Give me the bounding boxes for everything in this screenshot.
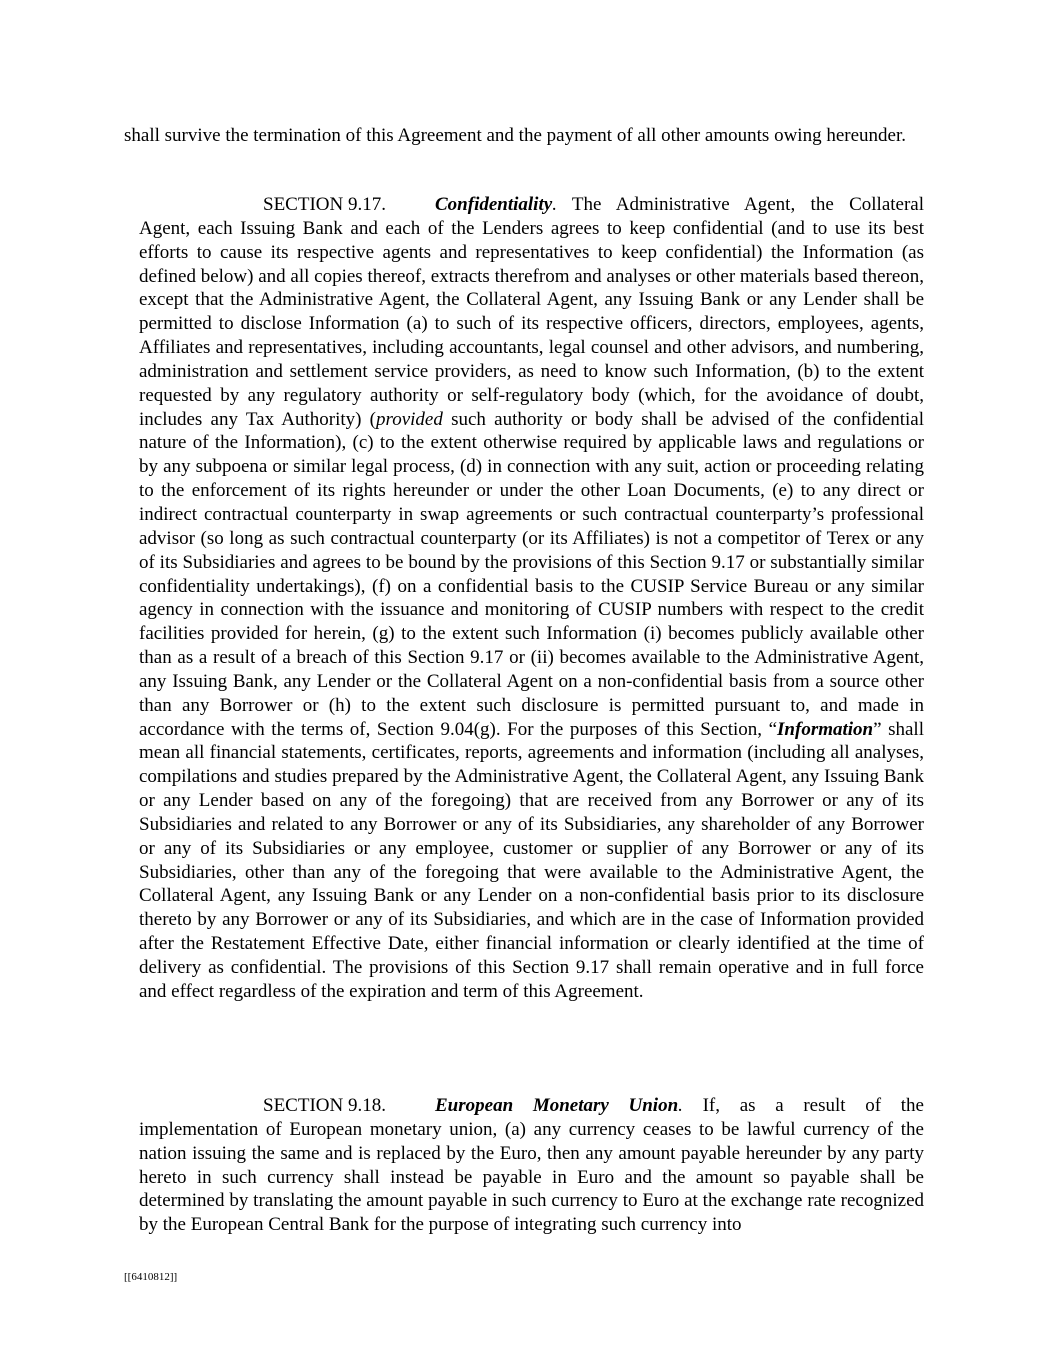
section-9-18-text: If, as a result of the implementation of European monetary union, (a) any currency ceases to be lawful currency of the nation issuing the same and is replaced by the Euro, then any amount payable hereunder by any party hereto in such currency shall instead be payable in Euro and the amount so payable shall be determined by translating the amount payable in such currency to Euro at the exchange rate recognized by the European Central Bank for the purpose of integrating such currency into	[139, 1095, 924, 1236]
section-9-18-heading-period: .	[678, 1095, 683, 1116]
section-9-17-text-b: such authority or body shall be advised of the confidential nature of the Information), (c) to the extent otherwise required by applicable laws and regulations or by any subpoena or similar legal process, (d) in connection with any suit, action or proceeding relating to the enforcement of its rights hereunder or under the other Loan Documents, (e) to any direct or indirect contractual counterparty in swap agreements or such contractual counterparty’s professional advisor (so long as such contractual counterparty (or its Affiliates) is not a competitor of Terex or any of its Subsidiaries and agrees to be bound by the provisions of this Section 9.17 or substantially similar confidentiality undertakings), (f) on a confidential basis to the CUSIP Service Bureau or any similar agency in connection with the issuance and monitoring of CUSIP numbers with respect to the credit facilities provided for herein, (g) to the extent such Information (i) becomes publicly available other than as a result of a breach of this Section 9.17 or (ii) becomes available to the Administrative Agent, any Issuing Bank, any Lender or the Collateral Agent on a non-confidential basis from a source other than any Borrower or (h) to the extent such disclosure is permitted pursuant to, and made in accordance with the terms of, Section 9.04(g). For the purposes of this Section, “	[139, 408, 924, 740]
section-9-17	[139, 193, 924, 1004]
paragraph-continuation	[124, 124, 924, 148]
section-9-17-heading: Confidentiality	[435, 194, 553, 215]
section-9-17-text-c: ” shall mean all financial statements, certificates, reports, agreements and information (including all analyses, compilations and studies prepared by the Administrative Agent, the Collateral Agent, any Issuing Bank or any Lender based on any of the foregoing) that are received from any Borrower or any of its Subsidiaries and related to any Borrower or any of its Subsidiaries, any shareholder of any Borrower or any of its Subsidiaries or any employee, customer or supplier of any Borrower or any of its Subsidiaries, other than any of the foregoing that were available to the Administrative Agent, the Collateral Agent, any Issuing Bank or any Lender on a non-confidential basis prior to its disclosure thereto by any Borrower or any of its Subsidiaries, and which are in the case of Information provided after the Restatement Effective Date, either financial information or clearly identified at the time of delivery as confidential. The provisions of this Section 9.17 shall remain operative and in full force and effect regardless of the expiration and term of this Agreement.	[139, 718, 924, 1002]
section-9-17-text-a: The Administrative Agent, the Collateral Agent, each Issuing Bank and each of the Lenders agrees to keep confidential (and to use its best efforts to cause its respective agents and representatives to keep confidential) the Information (as defined below) and all copies thereof, extracts therefrom and analyses or other materials based thereon, except that the Administrative Agent, the Collateral Agent, any Issuing Bank or any Lender shall be permitted to disclose Information (a) to such of its respective officers, directors, employees, agents, Affiliates and representatives, including accountants, legal counsel and other advisors, and numbering, administration and settlement service providers, as need to know such Information, (b) to the extent requested by any regulatory authority or self-regulatory body (which, for the avoidance of doubt, includes any Tax Authority) (	[139, 194, 925, 430]
section-9-18-number: SECTION 9.18.	[263, 1095, 386, 1116]
section-9-17-number: SECTION 9.17.	[263, 194, 386, 215]
section-9-17-defined-term: Information	[777, 718, 874, 740]
paragraph-continuation-text: shall survive the termination of this Agreement and the payment of all other amounts owing hereunder.	[124, 125, 906, 146]
section-9-18	[139, 1094, 924, 1237]
section-9-17-heading-period: .	[552, 194, 557, 215]
section-9-17-provided: provided	[376, 408, 443, 430]
section-9-18-heading: European Monetary Union	[435, 1095, 679, 1116]
footer-document-id: [[6410812]]	[124, 1271, 178, 1283]
